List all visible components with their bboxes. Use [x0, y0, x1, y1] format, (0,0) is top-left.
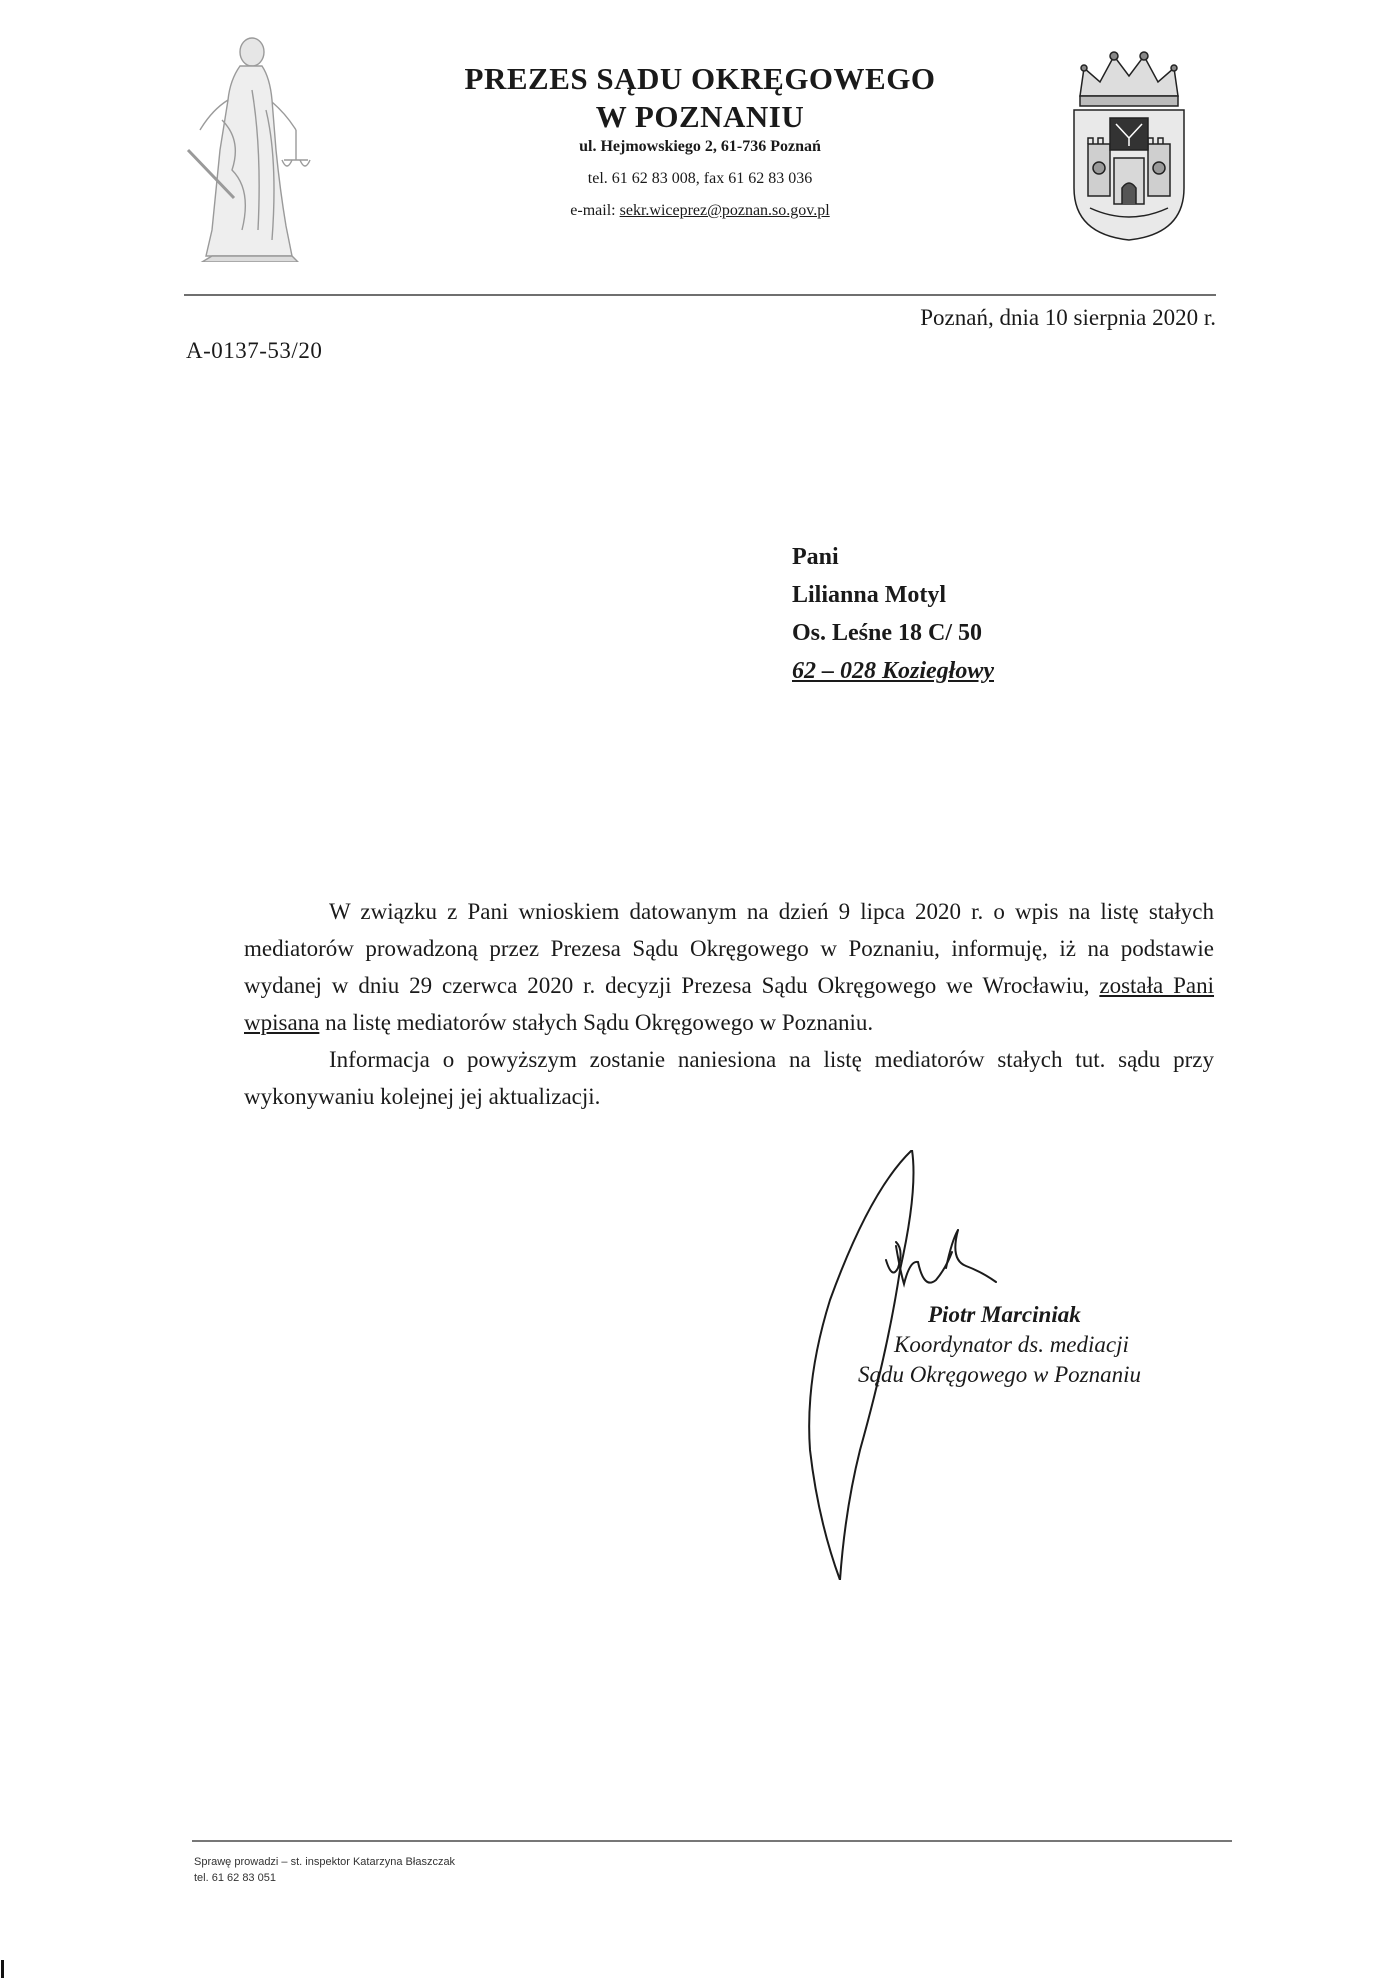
- letter-date: Poznań, dnia 10 sierpnia 2020 r.: [920, 305, 1216, 330]
- recipient-address: [792, 538, 994, 690]
- court-title-line2: W POZNANIU: [595, 99, 805, 134]
- body-paragraph-1-start: W związku z Pani wnioskiem datowanym na dzień 9 lipca 2020 r. o wpis na listę stałych mediatorów prowadzoną przez Prezesa Sądu Okręgowego w Poznaniu, informuję, iż na podstawie wydanej w dniu 29 czerwca 2020 r. decyzji Prezesa Sądu Okręgowego we Wrocławiu,: [244, 899, 1214, 998]
- body-paragraph-2: Informacja o powyższym zostanie naniesiona na listę mediatorów stałych tut. sądu przy wykonywaniu kolejnej jej aktualizacji.: [244, 1047, 1214, 1109]
- footer-divider: [192, 1840, 1232, 1842]
- poznan-coat-of-arms-icon: [1070, 48, 1188, 242]
- header-divider: [184, 294, 1216, 296]
- body-paragraph-1-end: na listę mediatorów stałych Sądu Okręgowego w Poznaniu.: [319, 1010, 874, 1035]
- signatory-court: Sądu Okręgowego w Poznaniu: [858, 1362, 1142, 1387]
- signatory-block: [858, 1300, 1198, 1390]
- court-phone: tel. 61 62 83 008, fax 61 62 83 036: [587, 170, 813, 187]
- recipient-city: 62 – 028 Koziegłowy: [792, 658, 994, 684]
- footer-handled-by: Sprawę prowadzi – st. inspektor Katarzyna Błaszczak: [194, 1856, 456, 1868]
- footer-contact: [194, 1854, 455, 1886]
- court-email-label: e-mail:: [570, 202, 620, 219]
- reference-number: A-0137-53/20: [186, 338, 323, 363]
- letterhead: [0, 0, 1400, 300]
- court-email: [420, 202, 980, 220]
- recipient-salutation: Pani: [792, 544, 839, 570]
- court-title-line1: PREZES SĄDU OKRĘGOWEGO: [464, 61, 936, 96]
- justice-statue-icon: [182, 30, 314, 262]
- court-email-link[interactable]: sekr.wiceprez@poznan.so.gov.pl: [619, 202, 830, 219]
- court-title: [420, 60, 980, 136]
- body-paragraph-1-emphasis: została Pani wpisana: [244, 973, 1215, 1035]
- footer-phone: tel. 61 62 83 051: [194, 1872, 276, 1884]
- letter-body: [244, 893, 1214, 1115]
- court-address: ul. Hejmowskiego 2, 61-736 Poznań: [579, 138, 821, 155]
- recipient-name: Lilianna Motyl: [792, 582, 947, 608]
- signatory-name: Piotr Marciniak: [928, 1302, 1081, 1327]
- body-paragraph-1: [244, 893, 1214, 1041]
- scan-edge-mark: [1, 1960, 4, 1978]
- recipient-street: Os. Leśne 18 C/ 50: [792, 620, 983, 646]
- signatory-role: Koordynator ds. mediacji: [894, 1332, 1129, 1357]
